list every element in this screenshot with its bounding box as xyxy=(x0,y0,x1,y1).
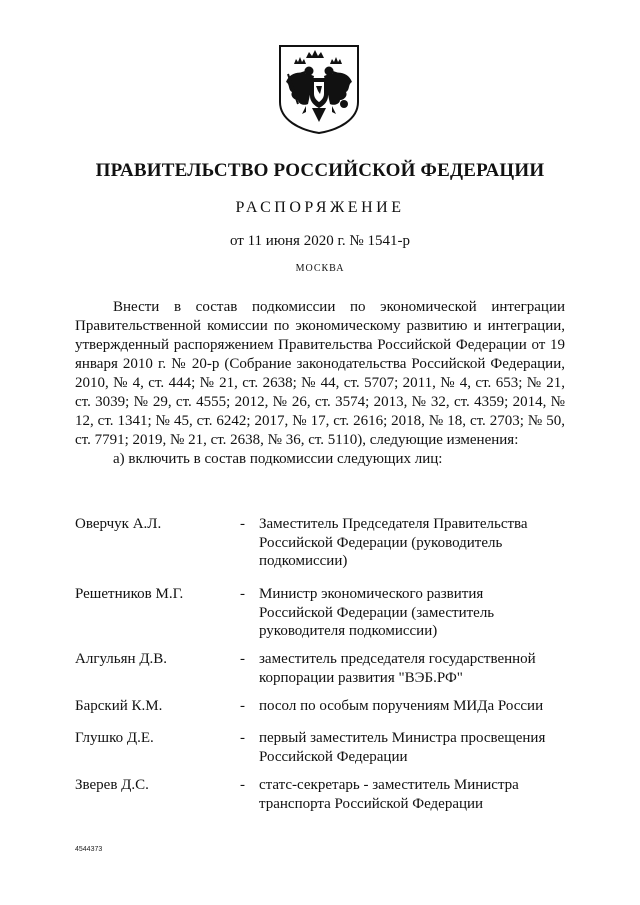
document-date-number: от 11 июня 2020 г. № 1541-р xyxy=(230,233,410,249)
member-position: Заместитель Председателя Правительства Российской Федерации (руководитель подкомиссии) xyxy=(259,516,528,569)
member-dash: - xyxy=(240,516,245,532)
government-title: ПРАВИТЕЛЬСТВО РОССИЙСКОЙ ФЕДЕРАЦИИ xyxy=(95,160,545,181)
document-type: РАСПОРЯЖЕНИЕ xyxy=(235,199,405,216)
member-name: Оверчук А.Л. xyxy=(75,516,162,532)
member-position: Министр экономического развития Российской Федерации (заместитель руководителя подкомиссии) xyxy=(259,586,495,639)
order-body xyxy=(75,298,565,469)
intro-paragraph: Внести в состав подкомиссии по экономической интеграции Правительственной комиссии по экономическому развитию и интеграции, утвержденный распоряжением Правительства Российской Федерации от 19 января 2010 г. № 20-р (Собрание законодательства Российской Федерации, 2010, № 4, ст. 444; № 21, ст. 2638; № 44, ст. 5707; 2011, № 4, ст. 653; № 21, ст. 3039; № 29, ст. 4555; 2012, № 26, ст. 3574; 2013, № 32, ст. 4359; 2014, № 12, ст. 1341; № 45, ст. 6242; 2017, № 17, ст. 2616; 2018, № 18, ст. 2703; № 50, ст. 7791; 2019, № 21, ст. 2638, № 36, ст. 5110), следующие изменения: xyxy=(75,299,565,448)
member-dash: - xyxy=(240,698,245,714)
coat-of-arms-icon xyxy=(276,44,362,134)
member-name: Алгульян Д.В. xyxy=(75,651,168,667)
member-name: Решетников М.Г. xyxy=(75,586,184,602)
member-dash: - xyxy=(240,651,245,667)
member-dash: - xyxy=(240,777,245,793)
member-name: Зверев Д.С. xyxy=(75,777,149,793)
member-position: статс-секретарь - заместитель Министра транспорта Российской Федерации xyxy=(259,777,519,812)
subitem-a: а) включить в состав подкомиссии следующих лиц: xyxy=(113,451,443,467)
member-dash: - xyxy=(240,586,245,602)
city-name: МОСКВА xyxy=(295,263,345,274)
member-name: Барский К.М. xyxy=(75,698,163,714)
member-dash: - xyxy=(240,730,245,746)
document-code: 4544373 xyxy=(75,846,103,853)
member-name: Глушко Д.Е. xyxy=(75,730,154,746)
member-position: заместитель председателя государственной корпорации развития "ВЭБ.РФ" xyxy=(259,651,536,686)
member-position: посол по особым поручениям МИДа России xyxy=(259,698,544,714)
member-position: первый заместитель Министра просвещения Российской Федерации xyxy=(259,730,546,765)
